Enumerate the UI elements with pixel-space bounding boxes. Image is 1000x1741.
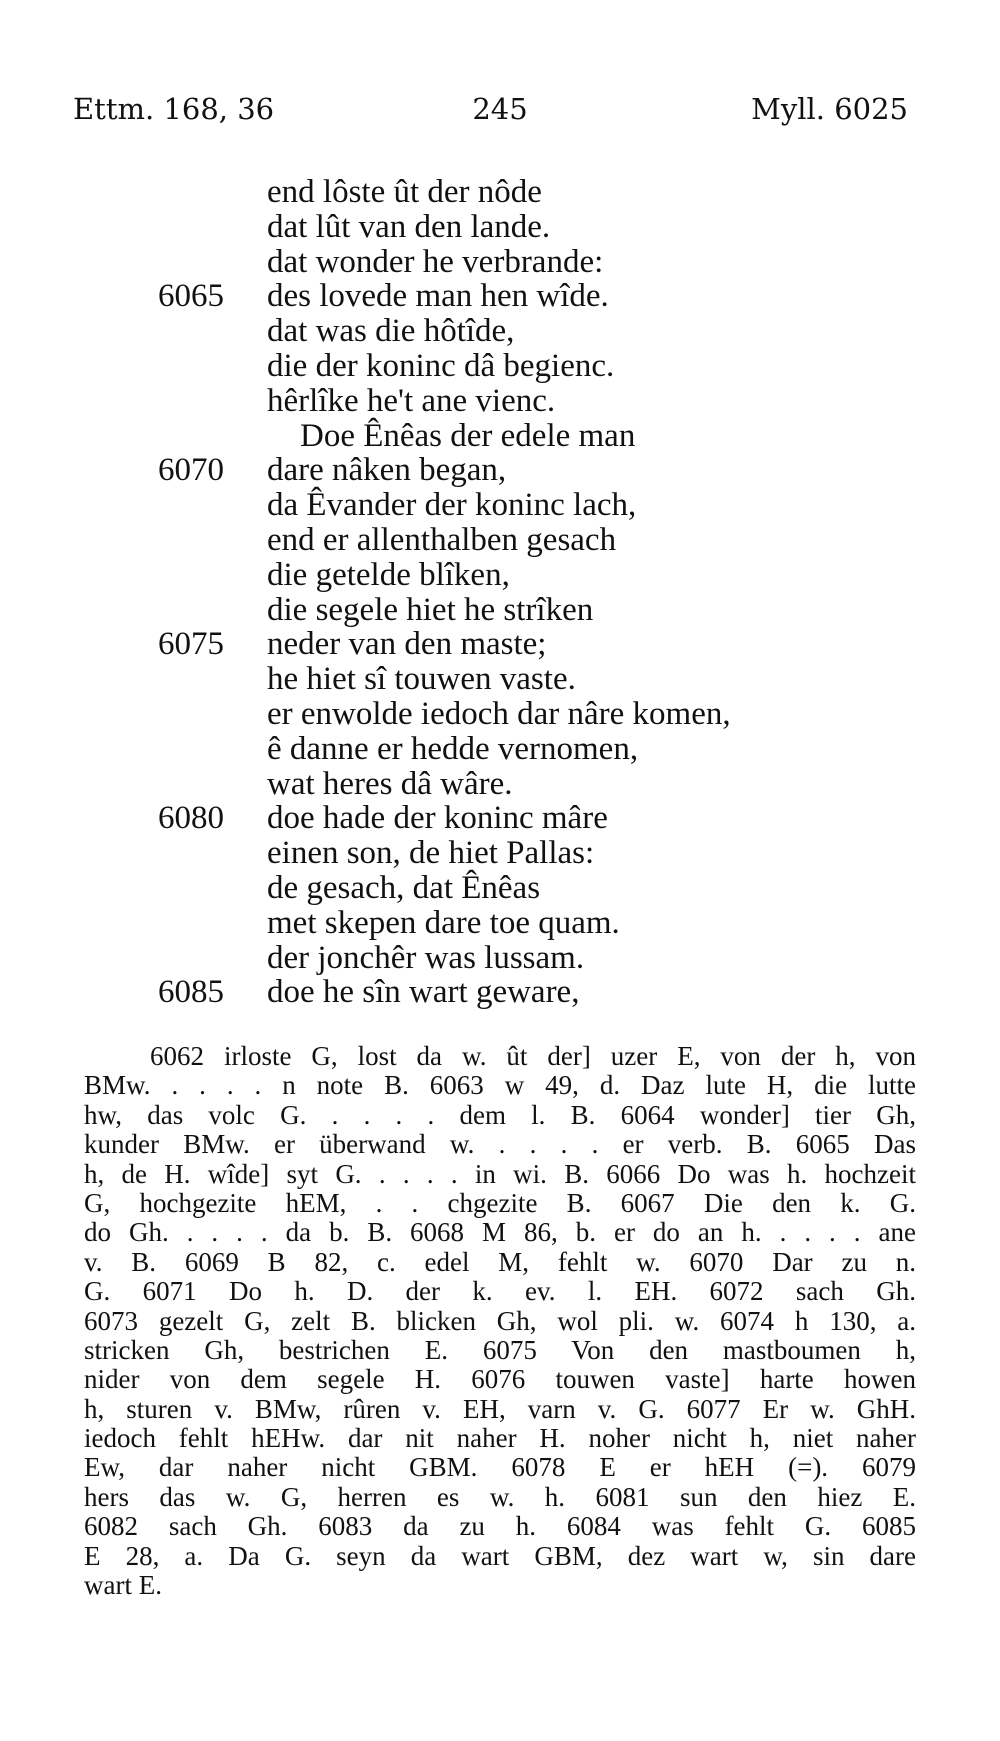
verse-text: dat lût van den lande.: [267, 208, 551, 245]
verse-text: end lôste ût der nôde: [267, 174, 542, 210]
verse-line: [0, 836, 1000, 871]
verse-line: [0, 175, 1000, 210]
header-right-reference: Myll. 6025: [751, 92, 908, 126]
verse-number: 6085: [158, 974, 224, 1011]
verse-line: [0, 662, 1000, 697]
apparatus-line: 6082 sach Gh. 6083 da zu h. 6084 was fehlt G. 6085: [84, 1512, 916, 1542]
verse-line: [0, 906, 1000, 941]
verse-line: [0, 941, 1000, 976]
verse-line: [0, 453, 1000, 488]
verse-line: [0, 593, 1000, 628]
verse-text: des lovede man hen wîde.: [267, 278, 609, 315]
verse-line: [0, 871, 1000, 906]
verse-text: hêrlîke he't ane vienc.: [267, 382, 556, 419]
verse-line: [0, 801, 1000, 836]
verse-line: [0, 384, 1000, 419]
verse-text: ê danne er hedde vernomen,: [267, 730, 639, 767]
verse-line: [0, 488, 1000, 523]
verse-text: die segele hiet he strîken: [267, 591, 594, 628]
apparatus-line: hers das w. G, herren es w. h. 6081 sun den hiez E.: [84, 1482, 916, 1512]
verse-text: dat wonder he verbrande:: [267, 243, 604, 280]
verse-text: wat heres dâ wâre.: [267, 765, 513, 802]
verse-line: [0, 210, 1000, 245]
verse-text: he hiet sî touwen vaste.: [267, 661, 576, 698]
running-header: [0, 92, 1000, 132]
verse-text: die getelde blîken,: [267, 556, 510, 593]
verse-line: [0, 419, 1000, 454]
verse-text: neder van den maste;: [267, 626, 547, 663]
verse-text: einen son, de hiet Pallas:: [267, 835, 595, 872]
verse-text: dare nâken began,: [267, 452, 507, 489]
verse-line: [0, 523, 1000, 558]
verse-line: [0, 558, 1000, 593]
verse-text: dat was die hôtîde,: [267, 313, 515, 350]
verse-text: met skepen dare toe quam.: [267, 904, 620, 941]
verse-text: da Êvander der koninc lach,: [267, 487, 637, 524]
apparatus-line: do Gh. . . . . da b. B. 6068 M 86, b. er do an h. . . . . ane: [84, 1218, 916, 1248]
verse-number: 6070: [158, 452, 224, 489]
verse-number: 6065: [158, 278, 224, 315]
apparatus-line: 6062 irloste G, lost da w. ût der] uzer E, von der h, von: [150, 1042, 916, 1071]
verse-text: die der koninc dâ begienc.: [267, 347, 615, 384]
verse-text: Doe Ênêas der edele man: [300, 417, 636, 454]
verse-line: [0, 767, 1000, 802]
apparatus-line: nider von dem segele H. 6076 touwen vaste] harte howen: [84, 1365, 916, 1395]
verse-text: er enwolde iedoch dar nâre komen,: [267, 695, 731, 732]
verse-text: doe he sîn wart geware,: [267, 974, 580, 1011]
verse-line: [0, 627, 1000, 662]
verse-line: [0, 314, 1000, 349]
apparatus-line: stricken Gh, bestrichen E. 6075 Von den mastboumen h,: [84, 1335, 916, 1365]
verse-number: 6075: [158, 626, 224, 663]
verse-text: der jonchêr was lussam.: [267, 939, 585, 976]
critical-apparatus: [84, 1042, 916, 1600]
verse-line: [0, 732, 1000, 767]
verse-line: [0, 245, 1000, 280]
verse-text: end er allenthalben gesach: [267, 521, 617, 558]
apparatus-line: h, sturen v. BMw, rûren v. EH, varn v. G. 6077 Er w. GhH.: [84, 1394, 916, 1424]
verse-line: [0, 975, 1000, 1010]
verse-line: [0, 279, 1000, 314]
apparatus-line: iedoch fehlt hEHw. dar nit naher H. noher nicht h, niet naher: [84, 1424, 916, 1454]
apparatus-line: E 28, a. Da G. seyn da wart GBM, dez wart w, sin dare: [84, 1541, 916, 1571]
verse-number: 6080: [158, 800, 224, 837]
apparatus-line: G. 6071 Do h. D. der k. ev. l. EH. 6072 sach Gh.: [84, 1277, 916, 1307]
apparatus-line: G, hochgezite hEM, . . chgezite B. 6067 Die den k. G.: [84, 1188, 916, 1218]
page-number: 245: [472, 92, 528, 126]
apparatus-line: Ew, dar naher nicht GBM. 6078 E er hEH (=). 6079: [84, 1453, 916, 1483]
apparatus-line: h, de H. wîde] syt G. . . . . in wi. B. 6066 Do was h. hochzeit: [84, 1159, 916, 1189]
apparatus-line: BMw. . . . . n note B. 6063 w 49, d. Daz lute H, die lutte: [84, 1071, 916, 1101]
verse-text: de gesach, dat Ênêas: [267, 869, 541, 906]
apparatus-line: v. B. 6069 B 82, c. edel M, fehlt w. 6070 Dar zu n.: [84, 1247, 916, 1277]
header-left-reference: Ettm. 168, 36: [73, 92, 275, 126]
verse-line: [0, 697, 1000, 732]
verse-line: [0, 349, 1000, 384]
apparatus-line: 6073 gezelt G, zelt B. blicken Gh, wol pli. w. 6074 h 130, a.: [84, 1306, 916, 1336]
verse-text-block: [0, 175, 1000, 1010]
verse-text: doe hade der koninc mâre: [267, 800, 608, 837]
apparatus-line: wart E.: [84, 1571, 162, 1601]
apparatus-line: kunder BMw. er überwand w. . . . . er verb. B. 6065 Das: [84, 1130, 916, 1160]
apparatus-line: hw, das volc G. . . . . dem l. B. 6064 wonder] tier Gh,: [84, 1100, 916, 1130]
